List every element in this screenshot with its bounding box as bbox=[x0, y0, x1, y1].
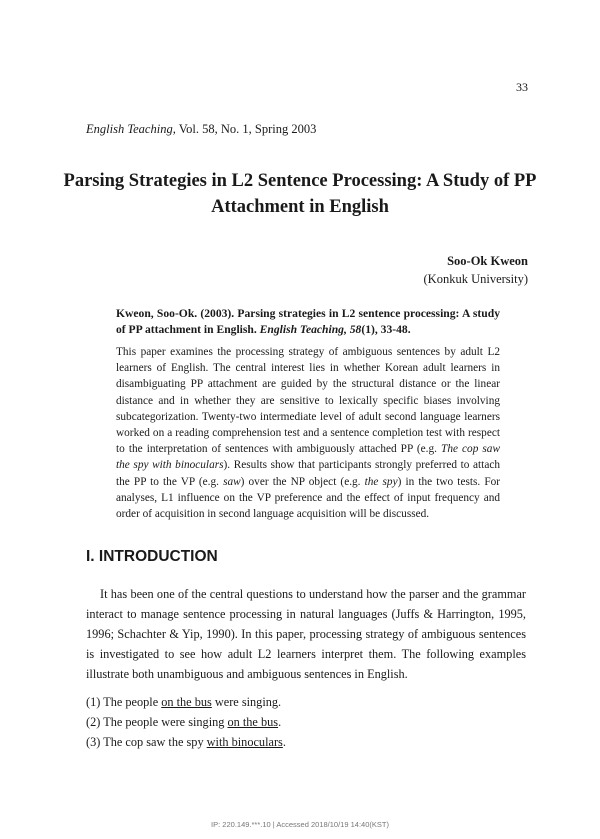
author-affiliation: (Konkuk University) bbox=[423, 272, 528, 286]
example-underlined-phrase: on the bus bbox=[161, 695, 212, 709]
abstract-text-3: ) over the NP object (e.g. bbox=[240, 475, 365, 488]
journal-info bbox=[86, 122, 316, 137]
section-heading: I. INTRODUCTION bbox=[86, 548, 218, 565]
author-name: Soo-Ok Kweon bbox=[447, 254, 528, 268]
page-number: 33 bbox=[516, 80, 528, 94]
abstract-text-4: ) in the two tests. For analyses, L1 influence on the VP preference and the effect of input frequency and order of acquisition in second language acquisition will be discussed. bbox=[116, 475, 501, 521]
title-line-2: Attachment in English bbox=[211, 197, 389, 217]
intro-paragraph: It has been one of the central questions to understand how the parser and the grammar interact to manage sentence processing in natural languages (Juffs & Harrington, 1995, 1996; Schachter & Yip, 1990). In this paper, processing strategy of ambiguous sentences is investigated to see how adult L2 learners interpret them. The following examples illustrate both unambiguous and ambiguous sentences in English. bbox=[86, 587, 526, 681]
abstract-example-3: the spy bbox=[364, 475, 398, 488]
abstract-example-2: saw bbox=[223, 475, 241, 488]
citation-text: Kweon, Soo-Ok. (2003). Parsing strategies in L2 sentence processing: A study of PP attachment in English. bbox=[116, 307, 500, 336]
paper-title bbox=[60, 168, 540, 220]
abstract-text-1: This paper examines the processing strategy of ambiguous sentences by adult L2 learners of English. The central interest lies in whether Korean adult learners in disambiguating PP attachment are guided by the structural distance or the linear distance and in whether they are sensitive to lexically specific biases involving subcategorization. Twenty-two intermediate level of adult second language learners worked on a reading comprehension test and a sentence completion test with respect to the interpretation of sentences with ambiguously attached PP (e.g. bbox=[116, 346, 500, 456]
example-item: (2) The people were singing on the bus. bbox=[86, 715, 282, 729]
citation-journal: English Teaching, 58 bbox=[259, 323, 362, 336]
author-block bbox=[424, 252, 529, 288]
example-underlined-phrase: on the bus bbox=[227, 715, 279, 729]
access-footer: IP: 220.149.***.10 | Accessed 2018/10/19 14:40(KST) bbox=[211, 820, 389, 829]
example-underlined-phrase: with binoculars bbox=[206, 735, 283, 749]
journal-name: English Teaching, bbox=[86, 122, 176, 136]
journal-issue: Vol. 58, No. 1, Spring 2003 bbox=[175, 122, 317, 136]
example-item: (1) The people on the bus were singing. bbox=[86, 695, 282, 709]
abstract-text-2: ). Results show that participants strongly preferred to attach the PP to the VP (e.g. bbox=[116, 459, 500, 488]
abstract-example-1: The cop saw the spy with binoculars bbox=[116, 443, 500, 472]
example-list bbox=[86, 692, 286, 752]
abstract bbox=[116, 344, 500, 522]
citation bbox=[116, 306, 500, 338]
citation-pages: (1), 33-48. bbox=[361, 323, 411, 336]
example-item: (3) The cop saw the spy with binoculars. bbox=[86, 735, 286, 749]
title-line-1: Parsing Strategies in L2 Sentence Processing: A Study of PP bbox=[63, 171, 537, 191]
